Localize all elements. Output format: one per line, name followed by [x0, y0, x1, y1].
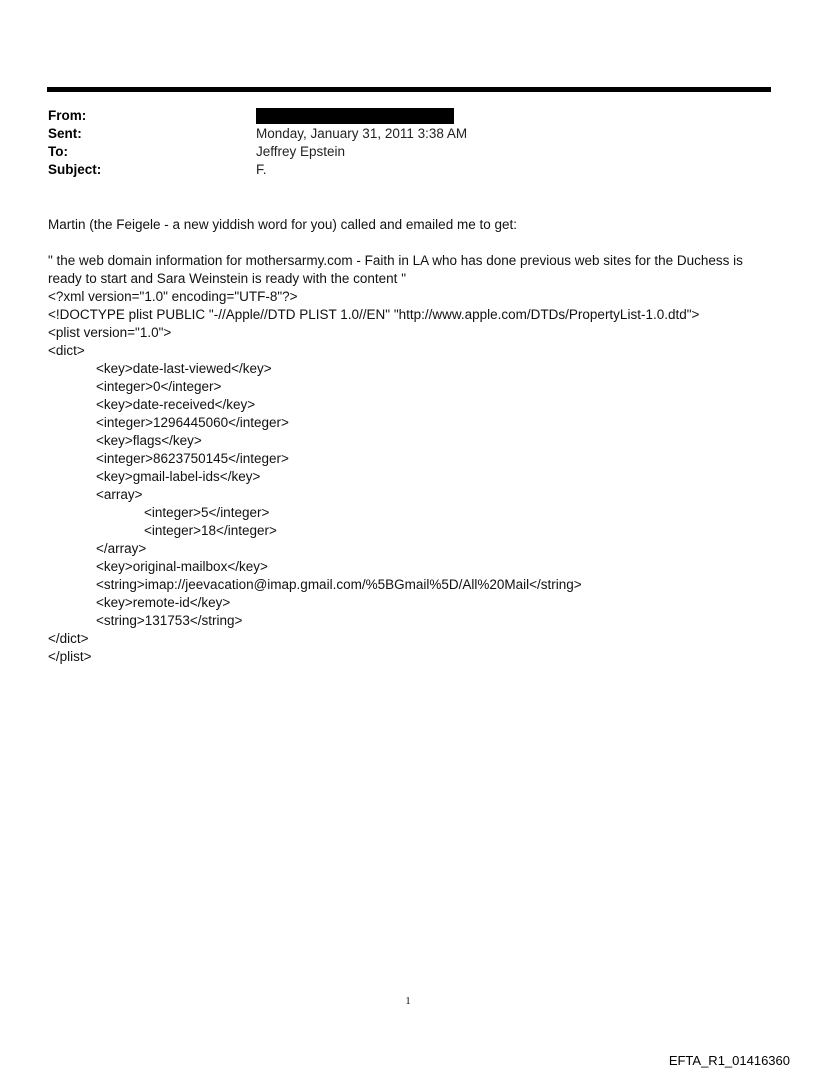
xml-line: <key>gmail-label-ids</key>: [96, 469, 261, 484]
sent-value: Monday, January 31, 2011 3:38 AM: [256, 126, 468, 141]
xml-line: <string>imap://jeevacation@imap.gmail.com/%5BGmail%5D/All%20Mail</string>: [96, 577, 582, 592]
document-id: EFTA_R1_01416360: [668, 1053, 790, 1068]
xml-line: <integer>0</integer>: [96, 379, 222, 394]
xml-line: <key>flags</key>: [96, 433, 202, 448]
quote-line: " the web domain information for mothersarmy.com - Faith in LA who has done previous web sites for the Duchess is: [48, 253, 743, 268]
xml-line: <integer>5</integer>: [144, 505, 270, 520]
xml-line: </plist>: [48, 649, 92, 664]
xml-line: <plist version="1.0">: [48, 325, 172, 340]
xml-line: <array>: [96, 487, 143, 502]
xml-line: <integer>1296445060</integer>: [96, 415, 289, 430]
xml-line: <key>date-received</key>: [96, 397, 256, 412]
quote-line: ready to start and Sara Weinstein is ready with the content ": [48, 271, 406, 286]
to-label: To:: [48, 144, 68, 159]
xml-line: <key>remote-id</key>: [96, 595, 231, 610]
to-value: Jeffrey Epstein: [256, 144, 346, 159]
to-row: [48, 143, 748, 161]
subject-value: F.: [256, 162, 267, 177]
xml-line: <key>date-last-viewed</key>: [96, 361, 272, 376]
xml-line: <string>131753</string>: [96, 613, 243, 628]
xml-line: </array>: [96, 541, 147, 556]
from-label: From:: [48, 108, 87, 123]
intro-paragraph: Martin (the Feigele - a new yiddish word for you) called and emailed me to get:: [48, 217, 517, 232]
page-number: 1: [405, 995, 411, 1007]
xml-line: <integer>18</integer>: [144, 523, 277, 538]
xml-block: [48, 288, 758, 666]
xml-line: <key>original-mailbox</key>: [96, 559, 268, 574]
email-header: [48, 107, 748, 179]
xml-line: <?xml version="1.0" encoding="UTF-8"?>: [48, 289, 298, 304]
sent-row: [48, 125, 748, 143]
from-row: [48, 107, 748, 125]
email-body: [48, 216, 758, 666]
subject-row: [48, 161, 748, 179]
xml-line: <integer>8623750145</integer>: [96, 451, 289, 466]
xml-line: <dict>: [48, 343, 85, 358]
subject-label: Subject:: [48, 162, 102, 177]
redaction-bar: [256, 108, 454, 124]
xml-line: <!DOCTYPE plist PUBLIC "-//Apple//DTD PLIST 1.0//EN" "http://www.apple.com/DTDs/PropertyList-1.0.dtd">: [48, 307, 700, 322]
xml-line: </dict>: [48, 631, 89, 646]
header-divider: [47, 87, 771, 92]
sent-label: Sent:: [48, 126, 82, 141]
